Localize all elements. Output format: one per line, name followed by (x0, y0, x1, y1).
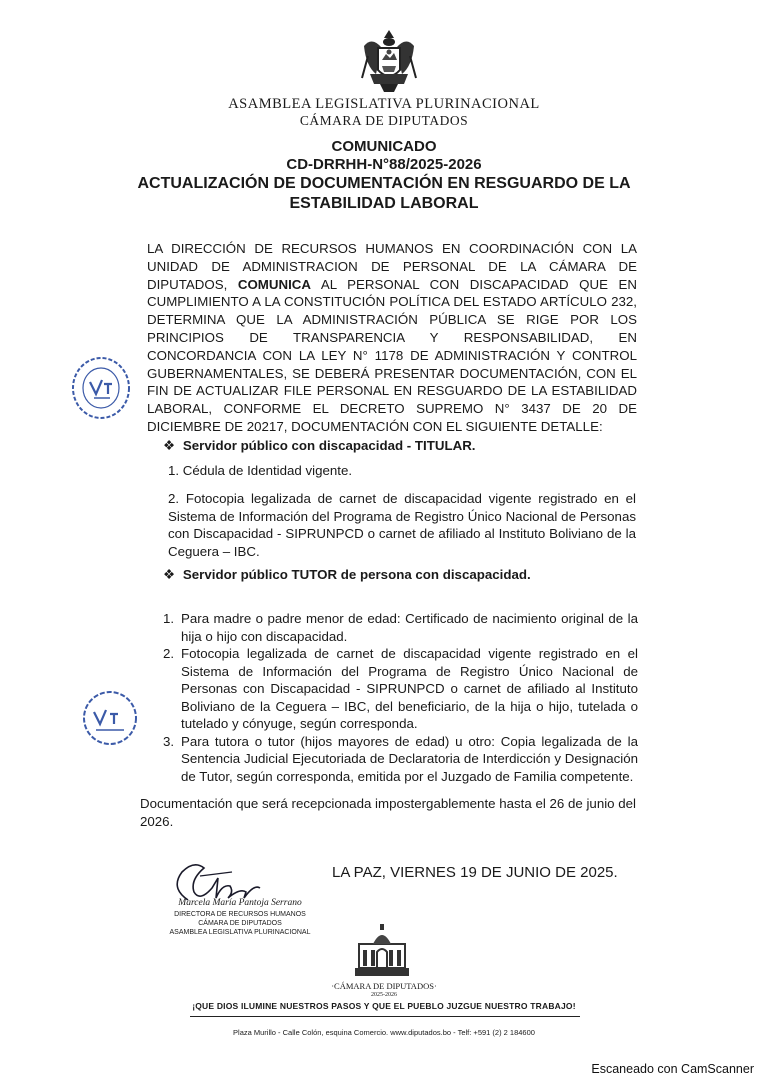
tutor-requirements-list (163, 610, 638, 785)
deadline-note: Documentación que será recepcionada impostergablemente hasta el 26 de junio del 2026. (140, 796, 636, 829)
diamond-bullet-icon: ❖ (163, 438, 175, 453)
official-stamp-icon (80, 688, 140, 748)
item-number: 2. (168, 491, 180, 506)
doc-title: COMUNICADO (331, 138, 437, 155)
signer-name: Marcela María Pantoja Serrano (178, 898, 302, 908)
section-heading-text: Servidor público TUTOR de persona con discapacidad. (182, 567, 531, 582)
issue-date: LA PAZ, VIERNES 19 DE JUNIO DE 2025. (332, 864, 618, 881)
handwritten-signature-icon (160, 858, 310, 918)
item-number: 1. (163, 611, 175, 626)
emblem-label: ·CÁMARA DE DIPUTADOS· (331, 981, 437, 991)
item-text: Para tutora o tutor (hijos mayores de edad) u otro: Copia legalizada de la Sentencia Judicial Ejecutoriada de Declaratoria de Interdicción y Designación de Tutor, según corresponda, emitida por el Juzgado de Familia competente. (181, 733, 638, 784)
doc-subject-line1: ACTUALIZACIÓN DE DOCUMENTACIÓN EN RESGUARDO DE LA (137, 175, 631, 192)
signer-role: DIRECTORA DE RECURSOS HUMANOS (174, 911, 306, 918)
item-number: 1. (168, 463, 180, 478)
item-text: Para madre o padre menor de edad: Certificado de nacimiento original de la hija o hijo con discapacidad. (181, 611, 638, 644)
list-item (168, 490, 636, 560)
item-text: Fotocopia legalizada de carnet de discapacidad vigente registrado en el Sistema de Información del Programa de Registro Único Nacional de Personas con Discapacidad - SIPRUNPCD o carnet de afiliado al Instituto Boliviano de la Ceguera – IBC, del beneficiario, de la hija o hijo, tutelada o tutelado y cónyuge, según corresponda. (181, 646, 638, 731)
item-number: 2. (163, 646, 175, 661)
list-item (163, 733, 638, 786)
chamber-name: CÁMARA DE DIPUTADOS (299, 113, 469, 128)
section-tutor-heading (163, 567, 531, 583)
footer-divider (190, 1016, 580, 1017)
doc-reference: CD-DRRHH-N°88/2025-2026 (286, 156, 482, 173)
intro-text-2: AL PERSONAL CON DISCAPACIDAD QUE EN CUMPLIMIENTO A LA CONSTITUCIÓN POLÍTICA DEL ESTADO ARTÍCULO 232, DETERMINA QUE LA ADMINISTRACIÓN PÚBLICA SE RIGE POR LOS PRINCIPIOS DE TRANSPARENCIA Y RESPONSABILIDAD, EN CONCORDANCIA CON LA LEY N° 1178 DE ADMINISTRACIÓN Y CONTROL GUBERNAMENTALES, SE DEBERÁ PRESENTAR DOCUMENTACIÓN, CON EL FIN DE ACTUALIZAR FILE PERSONAL EN RESGUARDO DE LA ESTABILIDAD LABORAL, CONFORME EL DECRETO SUPREMO N° 3437 DE 20 DE DICIEMBRE DE 20217, DOCUMENTACIÓN CON EL SIGUIENTE DETALLE: (147, 276, 637, 434)
coat-of-arms-icon (354, 26, 424, 96)
institutional-motto: ¡QUE DIOS ILUMINE NUESTROS PASOS Y QUE EL PUEBLO JUZGUE NUESTRO TRABAJO! (192, 1001, 576, 1011)
intro-paragraph (147, 240, 637, 436)
signer-assembly: ASAMBLEA LEGISLATIVA PLURINACIONAL (169, 929, 311, 936)
list-item (163, 645, 638, 733)
footer-address: Plaza Murillo - Calle Colón, esquina Comercio. www.diputados.bo - Telf: +591 (2) 2 184600 (233, 1028, 535, 1037)
section-heading-text: Servidor público con discapacidad - TITULAR. (182, 438, 476, 453)
item-number: 3. (163, 733, 175, 749)
scanner-watermark: Escaneado con CamScanner (591, 1062, 754, 1076)
intro-text-1: LA DIRECCIÓN DE RECURSOS HUMANOS EN COORDINACIÓN CON LA UNIDAD DE ADMINISTRACION DE PERSONAL DE LA CÁMARA DE DIPUTADOS, (147, 241, 637, 292)
section-titular-heading (163, 438, 476, 454)
signer-chamber: CÁMARA DE DIPUTADOS (198, 920, 282, 927)
institution-name: ASAMBLEA LEGISLATIVA PLURINACIONAL (228, 96, 540, 112)
item-text: Cédula de Identidad vigente. (182, 463, 353, 478)
list-item (163, 610, 638, 645)
diamond-bullet-icon: ❖ (163, 567, 175, 582)
chamber-building-icon (349, 922, 415, 980)
doc-subject-line2: ESTABILIDAD LABORAL (289, 195, 479, 212)
intro-bold-word: COMUNICA (237, 276, 311, 292)
list-item (168, 462, 636, 480)
item-text: Fotocopia legalizada de carnet de discapacidad vigente registrado en el Sistema de Información del Programa de Registro Único Nacional de Personas con Discapacidad - SIPRUNPCD o carnet de afiliado al Instituto Boliviano de la Ceguera – IBC. (168, 491, 636, 559)
emblem-years: 2025-2026 (371, 992, 397, 998)
official-stamp-icon (68, 352, 134, 424)
